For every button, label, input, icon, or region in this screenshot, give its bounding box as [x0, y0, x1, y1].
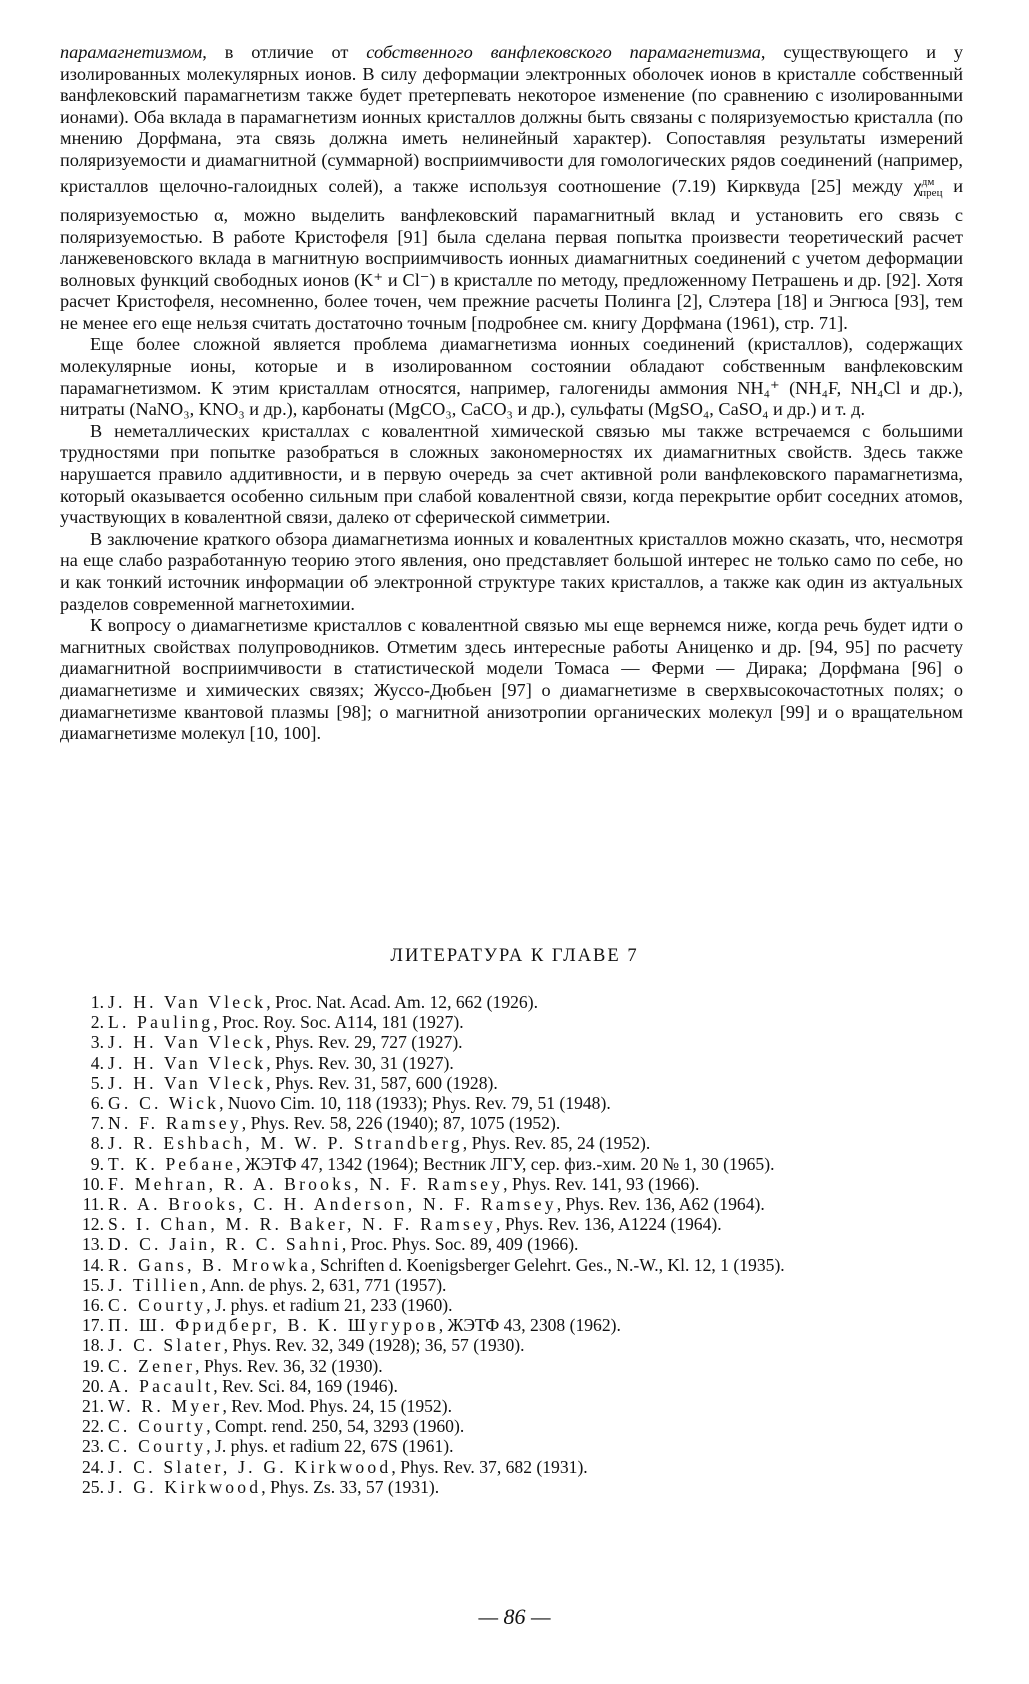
reference-source: , Phys. Rev. 36, 32 (1930). [195, 1355, 383, 1376]
reference-item [80, 1477, 965, 1497]
reference-item [80, 1174, 965, 1194]
reference-authors: C. Courty [108, 1416, 207, 1437]
reference-authors: J. R. Eshbach, M. W. P. Strandberg [108, 1133, 463, 1154]
reference-source: , Phys. Rev. 37, 682 (1931). [391, 1456, 588, 1477]
paragraph-4: В заключение краткого обзора диамагнетизма ионных и ковалентных кристаллов можно сказать, что, несмотря на еще слабо разработанную теорию этого явления, оно представляет большой интерес не только само по себе, но и как тонкий источник информации об электронной структуре таких кристаллов, а также как один из актуальных разделов современной магнетохимии. [60, 528, 963, 614]
reference-source: , Proc. Phys. Soc. 89, 409 (1966). [341, 1234, 579, 1255]
reference-number: 1. [90, 992, 104, 1012]
reference-number: 15. [82, 1274, 104, 1295]
reference-number: 8. [90, 1133, 104, 1154]
reference-number: 2. [90, 1012, 104, 1033]
chi-subscript: прец [920, 187, 943, 200]
reference-item [80, 1113, 965, 1133]
chi-superscript: дм [921, 175, 935, 188]
reference-authors: J. H. Van Vleck [108, 1052, 267, 1073]
paragraph-text: , существующего и у изолированных молекулярных ионов. В силу деформации электронных оболочек ионов в кристалле собственный ванфлековский парамагнетизм также будет претерпевать некоторое изменение (по сравнению с изолированными ионами). Оба вклада в парамагнетизм ионных кристаллов должны быть связаны с поляризуемостью кристалла (по мнению Дорфмана, эта связь должна иметь нелинейный характер). Сопоставляя результаты измерений поляризуемости и диамагнитной (суммарной) восприимчивости для гомологических рядов соединений (например, кристаллов щелочно-галоидных солей), а также используя соотношение (7.19) Кирквуда [25] между χ [60, 42, 963, 196]
reference-item [80, 1032, 965, 1052]
reference-source: , Nuovo Cim. 10, 118 (1933); Phys. Rev. 79, 51 (1948). [219, 1093, 611, 1114]
italic-term: собственного ванфлековского парамагнетизма [366, 42, 761, 62]
reference-authors: Т. К. Ребане [108, 1153, 237, 1174]
reference-number: 22. [82, 1416, 104, 1437]
reference-number: 20. [82, 1375, 104, 1396]
reference-item [80, 992, 965, 1012]
reference-item [80, 1275, 965, 1295]
reference-source: , Phys. Zs. 33, 57 (1931). [261, 1476, 440, 1497]
reference-item [80, 1255, 965, 1275]
paragraph-text: , в отличие от [202, 42, 367, 62]
reference-authors: L. Pauling [108, 1012, 214, 1033]
reference-source: , Phys. Rev. 58, 226 (1940); 87, 1075 (1952). [241, 1113, 561, 1134]
references-heading: ЛИТЕРАТУРА К ГЛАВЕ 7 [390, 946, 639, 966]
reference-source: , Proc. Roy. Soc. A114, 181 (1927). [213, 1012, 464, 1033]
reference-source: , J. phys. et radium 21, 233 (1960). [206, 1295, 453, 1316]
reference-number: 9. [90, 1153, 104, 1174]
reference-number: 7. [90, 1113, 104, 1134]
reference-source: , J. phys. et radium 22, 67S (1961). [206, 1436, 454, 1457]
reference-authors: J. H. Van Vleck [108, 992, 267, 1012]
reference-number: 10. [82, 1173, 104, 1194]
reference-source: , Phys. Rev. 141, 93 (1966). [503, 1173, 700, 1194]
reference-number: 16. [82, 1295, 104, 1316]
reference-number: 25. [82, 1476, 104, 1497]
reference-source: , Phys. Rev. 85, 24 (1952). [462, 1133, 651, 1154]
reference-item [80, 1154, 965, 1174]
page-number: — 86 — [478, 1604, 551, 1629]
reference-item [80, 1234, 965, 1254]
reference-source: , Proc. Nat. Acad. Am. 12, 662 (1926). [266, 992, 538, 1012]
reference-item [80, 1376, 965, 1396]
reference-number: 17. [82, 1315, 104, 1336]
reference-number: 4. [90, 1052, 104, 1073]
reference-item [80, 1093, 965, 1113]
body-text [60, 42, 963, 745]
reference-number: 6. [90, 1093, 104, 1114]
paragraph-1 [60, 42, 963, 334]
reference-source: , ЖЭТФ 47, 1342 (1964); Вестник ЛГУ, сер. физ.-хим. 20 № 1, 30 (1965). [236, 1153, 775, 1174]
reference-number: 14. [82, 1254, 104, 1275]
reference-item [80, 1053, 965, 1073]
reference-number: 19. [82, 1355, 104, 1376]
reference-item [80, 1416, 965, 1436]
reference-number: 11. [82, 1194, 104, 1215]
reference-item [80, 1436, 965, 1456]
reference-authors: W. R. Myer [108, 1396, 223, 1417]
reference-number: 13. [82, 1234, 104, 1255]
italic-term: парамагнетизмом [60, 42, 203, 62]
reference-authors: J. C. Slater [108, 1335, 224, 1356]
reference-source: , Phys. Rev. 29, 727 (1927). [266, 1032, 463, 1053]
reference-authors: R. A. Brooks, C. H. Anderson, N. F. Ramsey [108, 1194, 557, 1215]
reference-item [80, 1335, 965, 1355]
references-list [80, 992, 965, 1497]
paragraph-5: К вопросу о диамагнетизме кристаллов с ковалентной связью мы еще вернемся ниже, когда речь будет идти о магнитных свойствах полупроводников. Отметим здесь интересные работы Аниценко и др. [94, 95] по расчету диамагнитной восприимчивости в статистической модели Томаса — Ферми — Дирака; Дорфмана [96] о диамагнетизме и химических связях; Жуссо-Дюбьен [97] о диамагнетизме в сверхвысокочастотных полях; о диамагнетизме квантовой плазмы [98]; о магнитной анизотропии органических молекул [99] и о вращательном диамагнетизме молекул [10, 100]. [60, 615, 963, 744]
reference-item [80, 1295, 965, 1315]
reference-item [80, 1194, 965, 1214]
reference-item [80, 1315, 965, 1335]
reference-authors: J. H. Van Vleck [108, 1072, 267, 1093]
reference-item [80, 1457, 965, 1477]
reference-authors: J. H. Van Vleck [108, 1032, 267, 1053]
reference-authors: R. Gans, B. Mrowka [108, 1254, 312, 1275]
reference-authors: C. Courty [108, 1295, 207, 1316]
reference-number: 24. [82, 1456, 104, 1477]
reference-source: , Schriften d. Koenigsberger Gelehrt. Ges., N.-W., Kl. 12, 1 (1935). [311, 1254, 785, 1275]
reference-number: 18. [82, 1335, 104, 1356]
reference-number: 23. [82, 1436, 104, 1457]
reference-number: 21. [82, 1396, 104, 1417]
reference-source: , ЖЭТФ 43, 2308 (1962). [438, 1315, 621, 1336]
reference-source: , Ann. de phys. 2, 631, 771 (1957). [201, 1274, 447, 1295]
reference-item [80, 1396, 965, 1416]
reference-source: , Rev. Sci. 84, 169 (1946). [213, 1375, 398, 1396]
reference-source: , Rev. Mod. Phys. 24, 15 (1952). [222, 1396, 452, 1417]
reference-authors: C. Courty [108, 1436, 207, 1457]
reference-authors: C. Zener [108, 1355, 196, 1376]
reference-authors: П. Ш. Фридберг, В. К. Шугуров [108, 1315, 439, 1336]
reference-authors: G. C. Wick [108, 1093, 220, 1114]
reference-authors: J. G. Kirkwood [108, 1476, 262, 1497]
reference-source: , Phys. Rev. 30, 31 (1927). [266, 1052, 454, 1073]
reference-item [80, 1012, 965, 1032]
paragraph-3: В неметаллических кристаллах с ковалентной химической связью мы также встречаемся с большими трудностями при попытке разобраться в сложных закономерностях их диамагнитных свойств. Здесь также нарушается правило аддитивности, и в первую очередь за счет активной роли ванфлековского парамагнетизма, который оказывается особенно сильным при слабой ковалентной связи, когда перекрытие орбит соседних атомов, участвующих в ковалентной связи, далеко от сферической симметрии. [60, 420, 963, 528]
reference-item [80, 1133, 965, 1153]
reference-authors: S. I. Chan, M. R. Baker, N. F. Ramsey [108, 1214, 497, 1235]
reference-source: , Phys. Rev. 136, A1224 (1964). [496, 1214, 722, 1235]
reference-item [80, 1356, 965, 1376]
reference-authors: J. C. Slater, J. G. Kirkwood [108, 1456, 392, 1477]
reference-source: , Phys. Rev. 32, 349 (1928); 36, 57 (1930). [223, 1335, 525, 1356]
reference-number: 5. [90, 1072, 104, 1093]
reference-authors: N. F. Ramsey [108, 1113, 242, 1134]
reference-authors: D. C. Jain, R. C. Sahni [108, 1234, 342, 1255]
reference-authors: A. Pacault [108, 1375, 214, 1396]
reference-authors: F. Mehran, R. A. Brooks, N. F. Ramsey [108, 1173, 504, 1194]
reference-number: 12. [82, 1214, 104, 1235]
paragraph-text: и поляризуемостью α, можно выделить ванфлековский парамагнитный вклад и установить его связь с поляризуемостью. В работе Кристофеля [91] была сделана первая попытка произвести теоретический расчет ланжевеновского вклада в магнитную восприимчивость ионных диамагнитных соединений с учетом деформации волновых функций свободных ионов (K⁺ и Cl⁻) в кристалле по методу, предложенному Петрашень и др. [92]. Хотя расчет Кристофеля, несомненно, более точен, чем прежние расчеты Полинга [2], Слэтера [18] и Энгюса [93], тем не менее его еще нельзя считать достаточно точным [подробнее см. книгу Дорфмана (1961), стр. 71]. [60, 175, 964, 333]
reference-item [80, 1214, 965, 1234]
reference-item [80, 1073, 965, 1093]
reference-source: , Phys. Rev. 31, 587, 600 (1928). [266, 1072, 498, 1093]
reference-number: 3. [90, 1032, 104, 1053]
reference-authors: J. Tillien [108, 1274, 202, 1295]
reference-source: , Compt. rend. 250, 54, 3293 (1960). [206, 1416, 465, 1437]
paragraph-2: Еще более сложной является проблема диамагнетизма ионных соединений (кристаллов), содержащих молекулярные ионы, которые и в изолированном состоянии обладают собственным ванфлековским парамагнетизмом. К этим кристаллам относятся, например, галогениды аммония NH₄⁺ (NH₄F, NH₄Cl и др.), нитраты (NaNO₃, KNO₃ и др.), карбонаты (MgCO₃, CaCO₃ и др.), сульфаты (MgSO₄, CaSO₄ и др.) и т. д. [60, 334, 963, 420]
reference-source: , Phys. Rev. 136, A62 (1964). [556, 1194, 765, 1215]
